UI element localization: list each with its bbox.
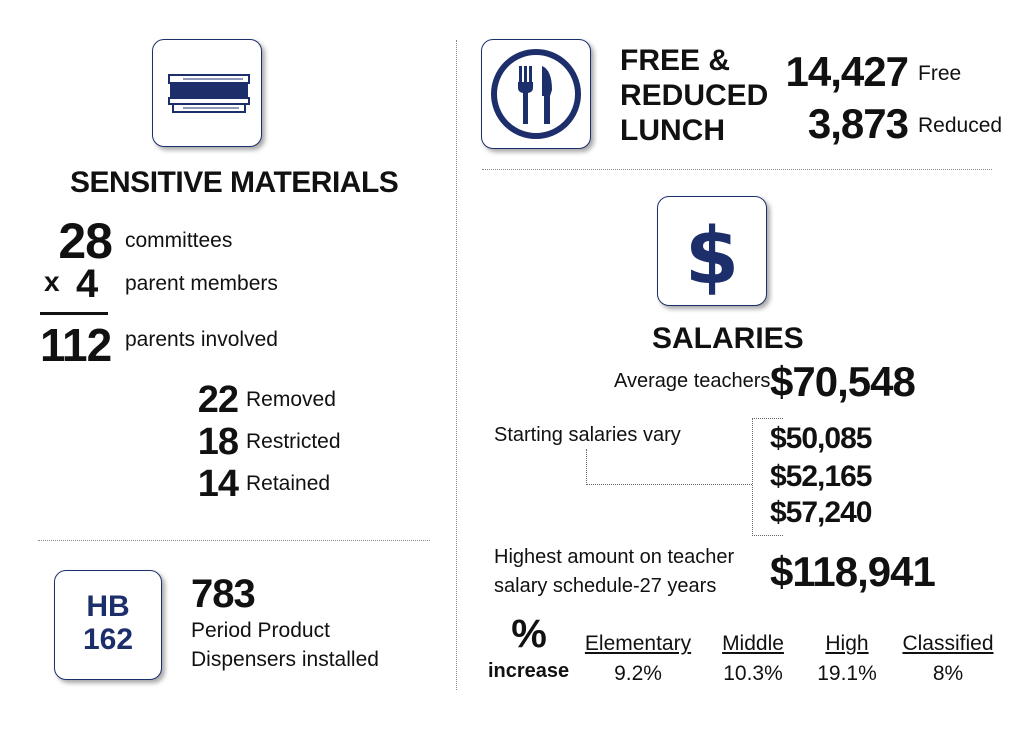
hb162-line1: Period Product	[191, 619, 330, 642]
pct-symbol: %	[511, 612, 547, 656]
removed-num: 22	[197, 379, 238, 421]
salaries-title: SALARIES	[652, 322, 804, 355]
increase-label-middle: Middle	[722, 632, 784, 655]
hb162-badge-line1: HB	[86, 590, 130, 623]
pct-word: increase	[488, 660, 570, 682]
involved-label: parents involved	[125, 328, 278, 351]
starting-value-3: $57,240	[770, 496, 872, 529]
reduced-label: Reduced	[918, 114, 1003, 137]
lunch-title-line1: FREE &	[620, 44, 731, 77]
highest-value: $118,941	[770, 548, 935, 595]
hb162-line2: Dispensers installed	[191, 648, 379, 671]
increase-value-elementary: 9.2%	[614, 662, 662, 685]
lunch-title-line2: REDUCED	[620, 79, 769, 112]
removed-label: Removed	[246, 388, 336, 411]
retained-num: 14	[197, 463, 238, 505]
free-label: Free	[918, 62, 962, 85]
restricted-label: Restricted	[246, 430, 341, 453]
starting-value-2: $52,165	[770, 460, 872, 493]
free-num: 14,427	[785, 48, 908, 95]
hb162-num: 783	[191, 572, 255, 616]
involved-num: 112	[40, 319, 112, 371]
sensitive-title: SENSITIVE MATERIALS	[70, 166, 399, 199]
dollar-icon-box	[657, 196, 767, 306]
times-sign: x	[44, 266, 60, 297]
starting-connector-h	[586, 484, 752, 485]
hb162-badge	[54, 570, 162, 680]
starting-label: Starting salaries vary	[494, 424, 681, 446]
restricted-num: 18	[197, 421, 238, 463]
hb162-divider	[38, 540, 430, 541]
increase-value-middle: 10.3%	[723, 662, 783, 685]
reduced-num: 3,873	[807, 100, 908, 147]
increase-label-elementary: Elementary	[584, 632, 692, 655]
parents-num: 4	[76, 262, 98, 306]
increase-label-high: High	[825, 632, 869, 655]
increase-value-classified: 8%	[932, 662, 964, 685]
hb162-badge-line2: 162	[82, 623, 134, 656]
fork-knife-icon	[482, 40, 590, 148]
increase-value-high: 19.1%	[817, 662, 877, 685]
lunch-title-line3: LUNCH	[620, 114, 725, 147]
starting-connector	[586, 449, 587, 485]
vertical-divider	[456, 40, 457, 690]
increase-label-classified: Classified	[902, 632, 994, 655]
sum-line	[40, 312, 108, 315]
books-icon-box	[152, 39, 262, 147]
dollar-icon	[658, 197, 766, 305]
highest-line1: Highest amount on teacher	[494, 546, 735, 568]
highest-line2: salary schedule-27 years	[494, 575, 717, 597]
books-icon	[153, 40, 261, 146]
retained-label: Retained	[246, 472, 331, 495]
committees-label: committees	[125, 229, 233, 252]
avg-label: Average teachers	[614, 370, 771, 392]
svg-text:$: $	[684, 212, 740, 302]
avg-value: $70,548	[770, 358, 915, 405]
committees-num: 28	[58, 213, 112, 269]
lunch-divider	[482, 169, 992, 170]
lunch-icon-box	[481, 39, 591, 149]
parents-label: parent members	[125, 272, 278, 295]
starting-value-1: $50,085	[770, 422, 872, 455]
